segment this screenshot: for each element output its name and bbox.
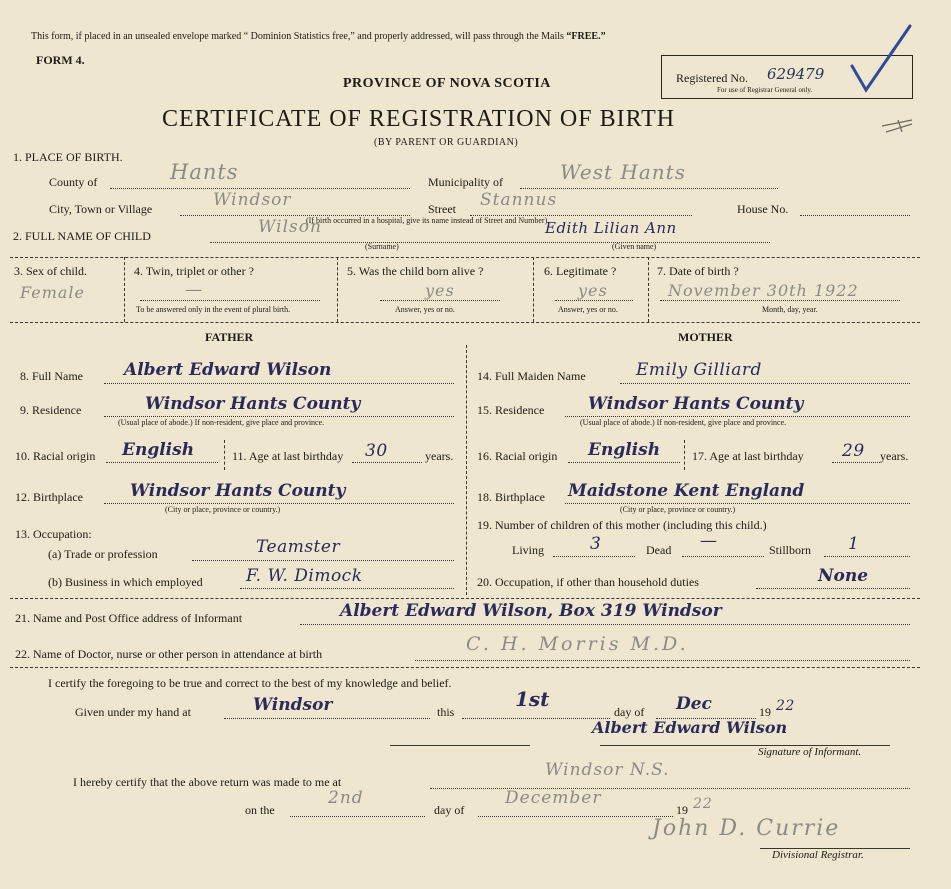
given-at-label: Given under my hand at [75, 705, 191, 719]
twin-label: 4. Twin, triplet or other ? [134, 264, 254, 278]
mother-name-label: 14. Full Maiden Name [477, 369, 586, 383]
mother-racial-label: 16. Racial origin [477, 449, 558, 463]
blank-signature-line [390, 745, 530, 746]
this-label: this [437, 705, 455, 719]
father-age-divider [224, 440, 225, 470]
mother-residence-line [565, 416, 910, 417]
trade-label: (a) Trade or profession [48, 547, 158, 561]
registered-label: Registered No. [676, 71, 748, 85]
living-value: 3 [590, 534, 602, 554]
municipality-value: West Hants [560, 160, 686, 184]
postal-notice-text: This form, if placed in an unsealed envelope marked “ Dominion Statistics free,” and properly addressed, will pass through the Mails [31, 31, 564, 42]
registrar-caption: Divisional Registrar. [772, 849, 864, 861]
father-name-value: Albert Edward Wilson [124, 360, 332, 380]
father-age-label: 11. Age at last birthday [232, 449, 344, 463]
dead-value: — [700, 531, 718, 551]
mother-name-line [620, 383, 910, 384]
born-alive-value: yes [425, 281, 455, 300]
occupation-label: 13. Occupation: [15, 527, 92, 541]
return-year-value: 22 [693, 796, 713, 812]
certify-statement: I certify the foregoing to be true and correct to the best of my knowledge and belief. [48, 676, 452, 690]
box-divider-2 [337, 257, 338, 322]
father-age-years: years. [425, 449, 454, 463]
father-residence-value: Windsor Hants County [145, 394, 361, 414]
mother-residence-note: (Usual place of abode.) If non-resident, give place and province. [580, 418, 787, 427]
father-name-line [104, 383, 454, 384]
born-alive-line [380, 300, 500, 301]
father-birthplace-value: Windsor Hants County [130, 481, 346, 501]
sex-label: 3. Sex of child. [14, 264, 87, 278]
return-place-value: Windsor N.S. [545, 760, 670, 780]
stillborn-line [824, 556, 910, 557]
city-label: City, Town or Village [49, 202, 153, 216]
year-prefix: 19 [759, 705, 771, 719]
mother-birthplace-note: (City or place, province or country.) [620, 505, 736, 514]
twin-note: To be answered only in the event of plural birth. [136, 305, 291, 314]
return-year-prefix: 19 [676, 803, 688, 817]
trade-value: Teamster [256, 537, 341, 557]
mother-racial-line [568, 462, 680, 463]
stillborn-value: 1 [848, 534, 860, 554]
return-label: I hereby certify that the above return was made to me at [73, 775, 342, 789]
father-residence-line [104, 416, 454, 417]
legitimate-label: 6. Legitimate ? [544, 264, 617, 278]
hospital-note: (If birth occurred in a hospital, give its name instead of Street and Number) [306, 216, 548, 225]
business-value: F. W. Dimock [246, 566, 363, 586]
father-residence-note: (Usual place of abode.) If non-resident, give place and province. [118, 418, 325, 427]
mother-birthplace-line [565, 503, 910, 504]
dob-line [660, 300, 900, 301]
sex-value: Female [20, 283, 85, 302]
business-line [240, 588, 454, 589]
dead-line [682, 556, 764, 557]
rule-top-boxes [10, 257, 920, 258]
father-racial-value: English [122, 440, 195, 460]
mother-occupation-value: None [818, 566, 869, 586]
rule-above-informant [10, 598, 920, 599]
day-of-label: day of [614, 705, 645, 719]
child-given-name-value: Edith Lilian Ann [545, 219, 677, 237]
city-value: Windsor [213, 190, 292, 210]
dead-label: Dead [646, 543, 672, 557]
dob-label: 7. Date of birth ? [657, 264, 739, 278]
parents-divider [466, 345, 467, 595]
mother-residence-value: Windsor Hants County [588, 394, 804, 414]
mother-birthplace-label: 18. Birthplace [477, 490, 545, 504]
county-line [110, 188, 410, 189]
father-age-value: 30 [365, 441, 388, 461]
mother-age-years: years. [880, 449, 909, 463]
father-racial-label: 10. Racial origin [15, 449, 96, 463]
year-value: 22 [776, 698, 795, 714]
return-month-line [478, 816, 673, 817]
informant-value: Albert Edward Wilson, Box 319 Windsor [340, 601, 722, 621]
given-at-value: Windsor [253, 695, 333, 715]
street-value: Stannus [480, 190, 558, 210]
living-line [553, 556, 635, 557]
twin-line [140, 300, 320, 301]
child-name-label: 2. FULL NAME OF CHILD [13, 229, 151, 243]
return-line [430, 788, 910, 789]
given-name-caption: (Given name) [612, 242, 657, 251]
return-month-value: December [505, 788, 602, 808]
day-value: 1st [515, 687, 550, 711]
postal-notice-free: “FREE.” [566, 31, 606, 42]
mother-occupation-line [756, 588, 910, 589]
stillborn-label: Stillborn [769, 543, 812, 557]
return-day-value: 2nd [328, 788, 364, 808]
trade-line [192, 560, 454, 561]
father-birthplace-line [104, 503, 454, 504]
business-label: (b) Business in which employed [48, 575, 203, 589]
given-at-line [224, 718, 430, 719]
informant-line [300, 624, 910, 625]
registered-number: 629479 [767, 65, 825, 83]
mother-age-label: 17. Age at last birthday [692, 449, 804, 463]
father-name-label: 8. Full Name [20, 369, 83, 383]
legitimate-line [555, 300, 633, 301]
father-birthplace-note: (City or place, province or country.) [165, 505, 281, 514]
informant-label: 21. Name and Post Office address of Informant [15, 611, 243, 625]
doctor-line [415, 660, 910, 661]
postal-notice [31, 31, 606, 42]
mother-residence-label: 15. Residence [477, 403, 545, 417]
day-line [462, 718, 610, 719]
house-number-line [800, 215, 910, 216]
certificate-subtitle: (BY PARENT OR GUARDIAN) [374, 137, 519, 148]
dob-note: Month, day, year. [762, 305, 818, 314]
registrar-use-note: For use of Registrar General only. [717, 86, 813, 94]
mother-age-divider [684, 440, 685, 470]
child-name-line [210, 242, 770, 243]
children-count-label: 19. Number of children of this mother (including this child.) [477, 518, 767, 532]
rule-above-certification [10, 667, 920, 668]
month-value: Dec [676, 694, 712, 714]
street-label: Street [428, 202, 456, 216]
on-the-label: on the [245, 803, 275, 817]
twin-value: — [185, 280, 203, 300]
mother-age-line [832, 462, 880, 463]
living-label: Living [512, 543, 544, 557]
born-alive-label: 5. Was the child born alive ? [347, 264, 484, 278]
father-age-line [352, 462, 422, 463]
house-number-label: House No. [737, 202, 789, 216]
box-divider-4 [648, 257, 649, 322]
father-residence-label: 9. Residence [20, 403, 82, 417]
mother-occupation-label: 20. Occupation, if other than household duties [477, 575, 699, 589]
doctor-label: 22. Name of Doctor, nurse or other person in attendance at birth [15, 647, 323, 661]
box-divider-3 [533, 257, 534, 322]
mother-birthplace-value: Maidstone Kent England [568, 481, 805, 501]
signature-caption: Signature of Informant. [758, 746, 862, 758]
informant-signature: Albert Edward Wilson [592, 718, 788, 737]
pencil-scribble-icon [878, 116, 918, 136]
box-divider-1 [124, 257, 125, 322]
certificate-title: CERTIFICATE OF REGISTRATION OF BIRTH [162, 106, 676, 132]
mother-age-value: 29 [842, 441, 865, 461]
doctor-value: C. H. Morris M.D. [466, 633, 689, 655]
place-of-birth-label: 1. PLACE OF BIRTH. [13, 150, 123, 164]
municipality-label: Municipality of [428, 175, 503, 189]
legitimate-value: yes [578, 281, 608, 300]
mother-racial-value: English [588, 440, 661, 460]
rule-bottom-boxes [10, 322, 920, 323]
surname-caption: (Surname) [365, 242, 399, 251]
registrar-signature: John D. Currie [652, 816, 841, 841]
legitimate-note: Answer, yes or no. [558, 305, 618, 314]
born-alive-note: Answer, yes or no. [395, 305, 455, 314]
return-day-line [290, 816, 425, 817]
child-surname-value: Wilson [258, 217, 322, 237]
mother-heading: MOTHER [678, 330, 733, 344]
county-value: Hants [170, 160, 239, 184]
return-day-of-label: day of [434, 803, 465, 817]
form-number: FORM 4. [36, 53, 85, 67]
municipality-line [520, 188, 778, 189]
check-mark-icon [840, 18, 920, 98]
father-racial-line [106, 462, 218, 463]
province-title: PROVINCE OF NOVA SCOTIA [343, 76, 551, 91]
dob-value: November 30th 1922 [668, 281, 859, 300]
father-heading: FATHER [205, 330, 254, 344]
mother-name-value: Emily Gilliard [636, 360, 762, 380]
county-label: County of [49, 175, 98, 189]
father-birthplace-label: 12. Birthplace [15, 490, 83, 504]
